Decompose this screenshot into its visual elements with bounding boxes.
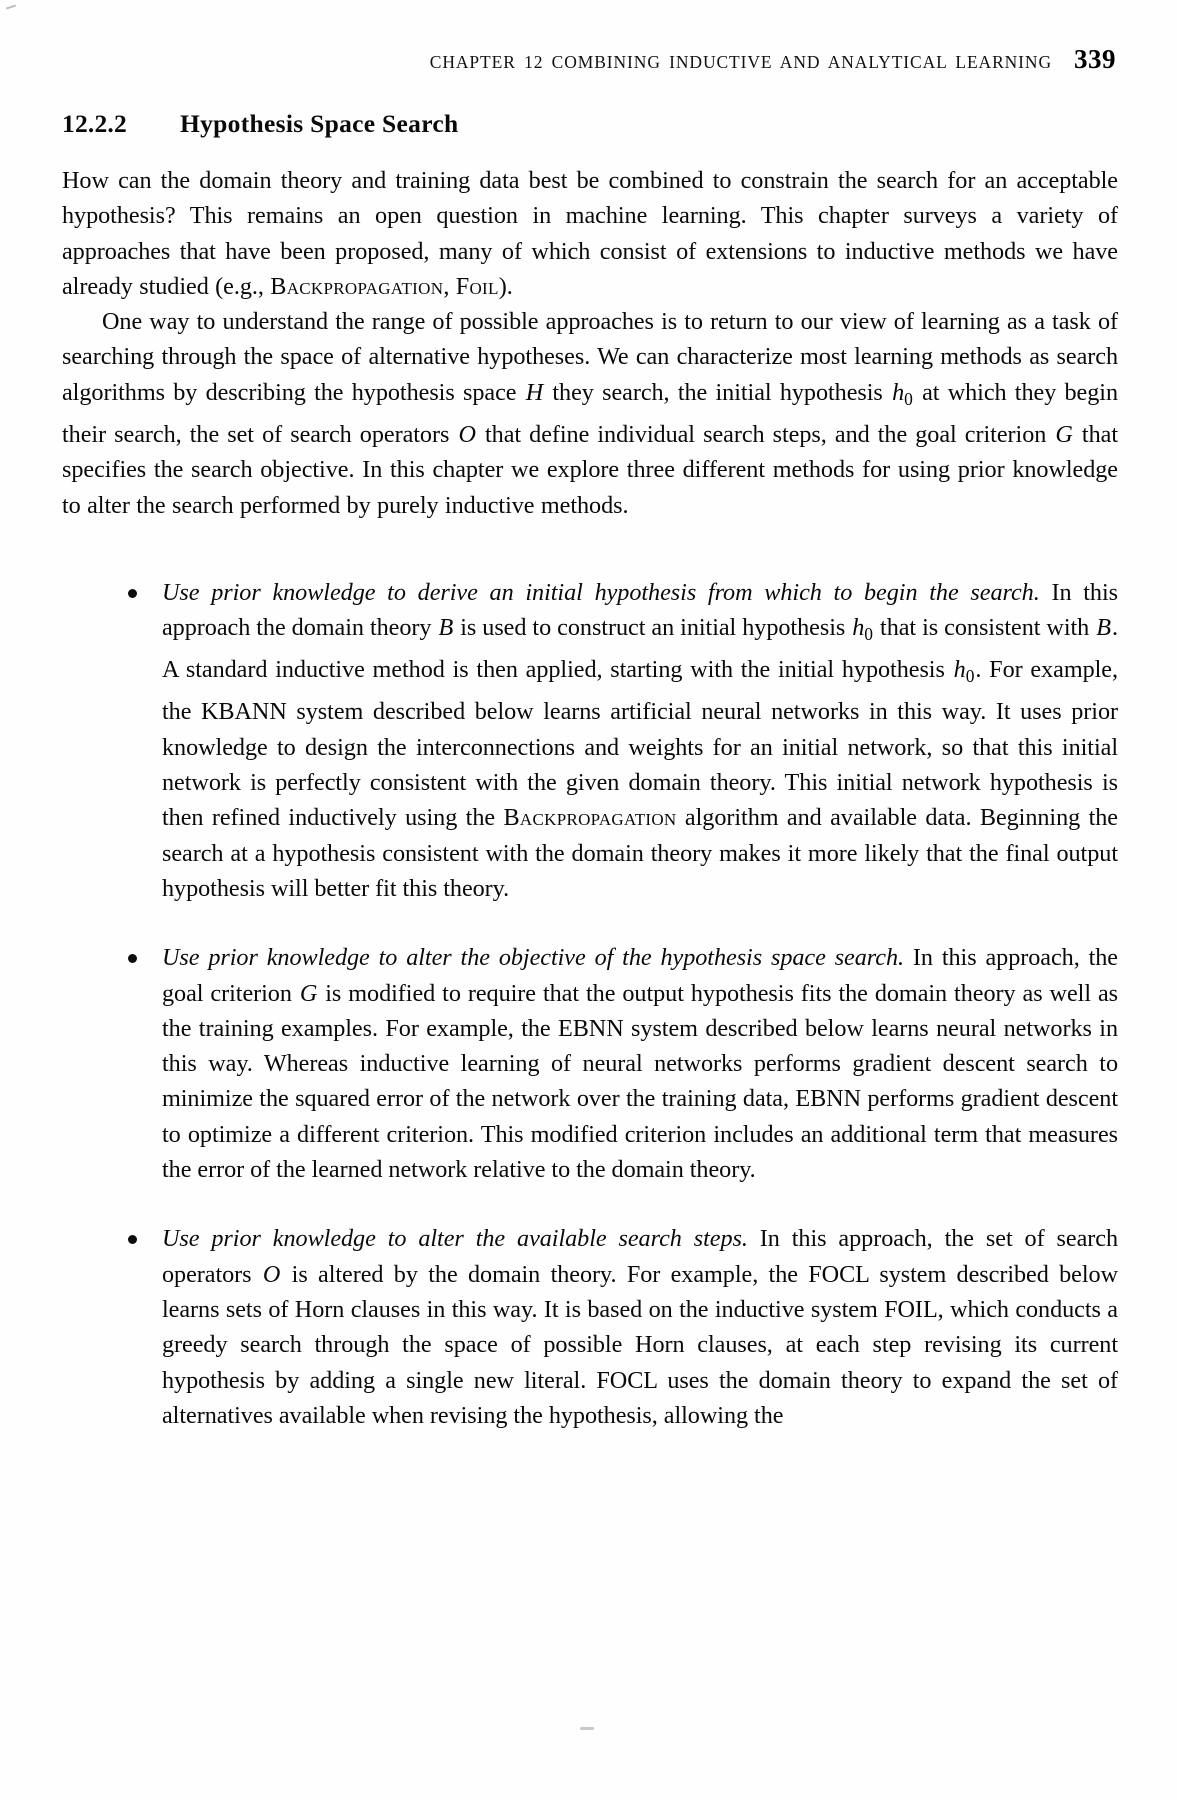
math-subscript: 0	[864, 624, 873, 645]
math-variable: $h_0$	[953, 656, 975, 687]
math-variable: G	[299, 979, 318, 1007]
math-variable: H	[525, 378, 544, 406]
paragraph: One way to understand the range of possible approaches is to return to our view of learning as a task of searching through the space of alternative hypotheses. We can characterize most learning methods as search algorithms by describing the hypothesis space H they search, the initial hypothesis $h_0$ at which they begin their search, the set of search operators O that define individual search steps, and the goal criterion G that specifies the search objective. In this chapter we explore three different methods for using prior knowledge to alter the search performed by purely inductive methods.	[62, 308, 1119, 519]
section-number: 12.2.2	[62, 109, 127, 138]
section-title: Hypothesis Space Search	[180, 109, 459, 138]
math-variable: G	[1055, 420, 1073, 448]
bullet-dot-icon	[128, 589, 137, 598]
scan-artifact-mark	[6, 5, 16, 10]
list-item-text: Use prior knowledge to alter the available search steps. In this approach, the set of search operators O is altered by the domain theory. For example, the FOCL system described below learns sets of Horn clauses in this way. It is based on the inductive system FOIL, which conducts a greedy search through the space of possible Horn clauses, at each step revising its current hypothesis by adding a single new literal. FOCL uses the domain theory to expand the set of alternatives available when revising the hypothesis, allowing the	[162, 1225, 1118, 1429]
algorithm-name: Foil	[455, 272, 499, 300]
list-item-lead-in: Use prior knowledge to alter the objective of the hypothesis space search.	[162, 944, 904, 972]
algorithm-name: Backpropagation	[503, 804, 677, 832]
math-variable: B	[438, 614, 454, 642]
running-head	[62, 44, 1118, 75]
running-head-text: CHAPTER 12 COMBINING INDUCTIVE AND ANALYTICAL LEARNING	[429, 52, 1052, 72]
list-item-text: Use prior knowledge to derive an initial hypothesis from which to begin the search. In this approach the domain theory B is used to construct an initial hypothesis $h_0$ that is consistent with B. A standard inductive method is then applied, starting with the initial hypothesis $h_0$. For example, the KBANN system described below learns artificial neural networks in this way. It uses prior knowledge to design the interconnections and weights for an initial network, so that this initial network is perfectly consistent with the given domain theory. This initial network hypothesis is then refined inductively using the Backpropagation algorithm and available data. Beginning the search at a hypothesis consistent with the domain theory makes it more likely that the final output hypothesis will better fit this theory.	[162, 578, 1119, 902]
math-variable: O	[458, 420, 476, 448]
page-number: 339	[1074, 44, 1116, 74]
bullet-dot-icon	[128, 1235, 137, 1244]
scan-artifact-mark-bottom	[580, 1727, 594, 1730]
list-item	[126, 1221, 1118, 1433]
list-item-lead-in: Use prior knowledge to derive an initial hypothesis from which to begin the search.	[162, 578, 1040, 606]
math-subscript: 0	[965, 666, 975, 687]
bullet-dot-icon	[128, 954, 137, 963]
list-item	[126, 575, 1118, 906]
algorithm-name: Backpropagation	[270, 272, 444, 300]
list-item-text: Use prior knowledge to alter the objective of the hypothesis space search. In this approach, the goal criterion G is modified to require that the output hypothesis fits the domain theory as well as the training examples. For example, the EBNN system described below learns neural networks in this way. Whereas inductive learning of neural networks performs gradient descent search to minimize the squared error of the network over the training data, EBNN performs gradient descent to optimize a different criterion. This modified criterion includes an additional term that measures the error of the learned network relative to the domain theory.	[162, 944, 1119, 1184]
math-variable: B	[1096, 614, 1111, 642]
section-heading	[62, 109, 1118, 139]
paragraph: How can the domain theory and training data best be combined to constrain the search for an acceptable hypothesis? This remains an open question in machine learning. This chapter surveys a variety of approaches that have been proposed, many of which consist of extensions to inductive methods we have already studied (e.g., Backpropagation, Foil).	[62, 167, 1118, 300]
math-variable: $h_0$	[892, 378, 913, 409]
list-item-lead-in: Use prior knowledge to alter the available search steps.	[162, 1225, 748, 1253]
bullet-list	[62, 575, 1118, 1433]
math-variable: O	[262, 1260, 281, 1288]
math-variable: $h_0$	[852, 614, 873, 645]
math-subscript: 0	[904, 388, 913, 409]
page-content	[62, 44, 1118, 1433]
list-item	[126, 940, 1118, 1187]
